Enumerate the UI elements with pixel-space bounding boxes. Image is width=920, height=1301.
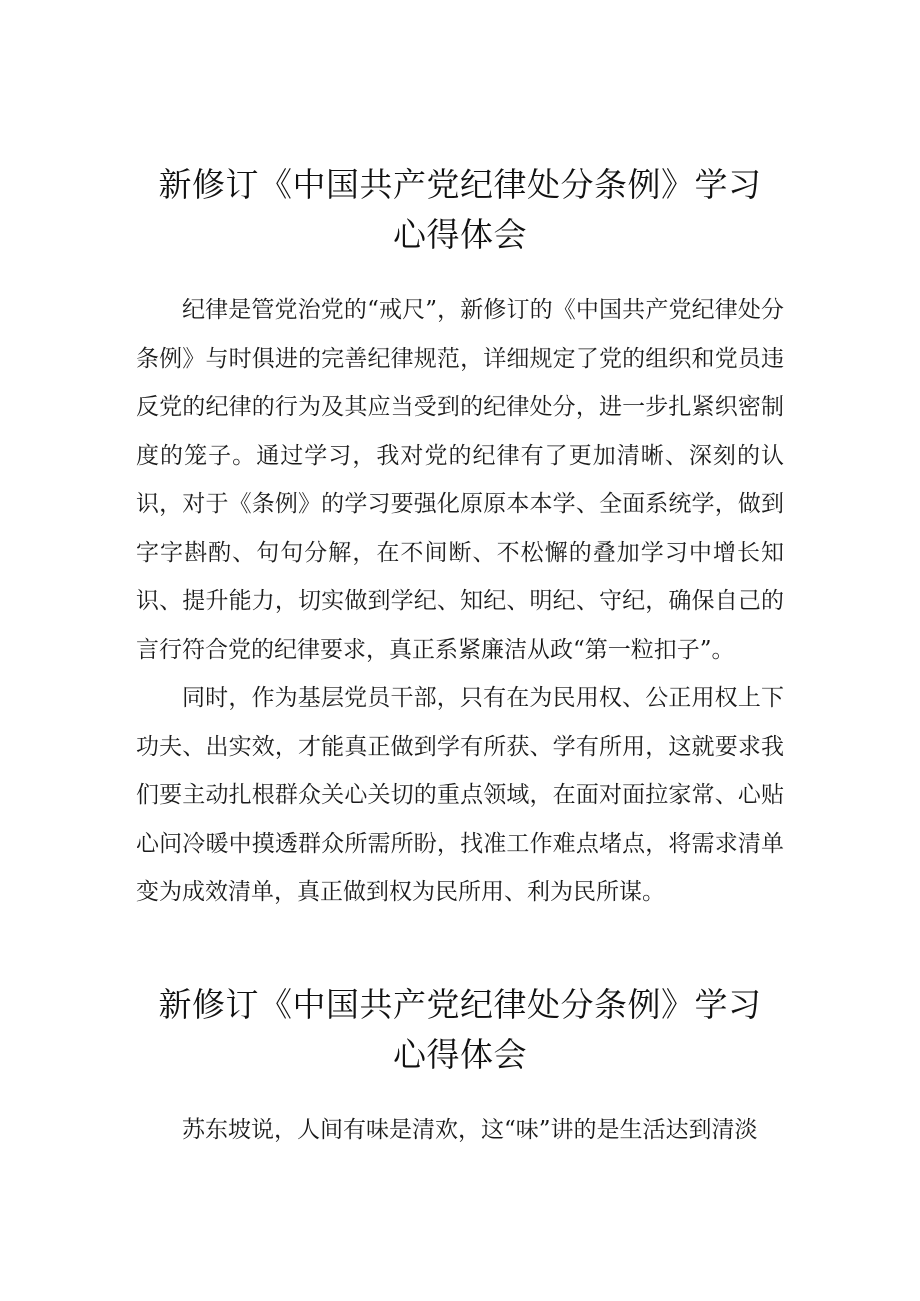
- article-title: [136, 160, 784, 260]
- article-title: [136, 980, 784, 1080]
- paragraph-2: 同时，作为基层党员干部，只有在为民用权、公正用权上下功夫、出实效，才能真正做到学有所获、学有所用，这就要求我们要主动扎根群众关心关切的重点领域，在面对面拉家常、心贴心问冷暖中摸透群众所需所盼，找准工作难点堵点，将需求清单变为成效清单，真正做到权为民所用、利为民所谋。: [136, 685, 784, 905]
- paragraph-1: 纪律是管党治党的“戒尺”，新修订的《中国共产党纪律处分条例》与时俱进的完善纪律规范，详细规定了党的组织和党员违反党的纪律的行为及其应当受到的纪律处分，进一步扎紧织密制度的笼子。通过学习，我对党的纪律有了更加清晰、深刻的认识，对于《条例》的学习要强化原原本本学、全面系统学，做到字字斟酌、句句分解，在不间断、不松懈的叠加学习中增长知识、提升能力，切实做到学纪、知纪、明纪、守纪，确保自己的言行符合党的纪律要求，真正系紧廉洁从政“第一粒扣子”。: [136, 297, 784, 663]
- title-line-1: 新修订《中国共产党纪律处分条例》学习: [158, 165, 762, 204]
- title-line-2: 心得体会: [393, 1035, 527, 1074]
- paragraph-1: 苏东坡说，人间有味是清欢，这“味”讲的是生活达到清淡: [182, 1117, 758, 1143]
- title-line-1: 新修订《中国共产党纪律处分条例》学习: [158, 985, 762, 1024]
- title-line-2: 心得体会: [393, 215, 527, 254]
- article-1: [136, 160, 784, 917]
- article-2: [136, 980, 784, 1155]
